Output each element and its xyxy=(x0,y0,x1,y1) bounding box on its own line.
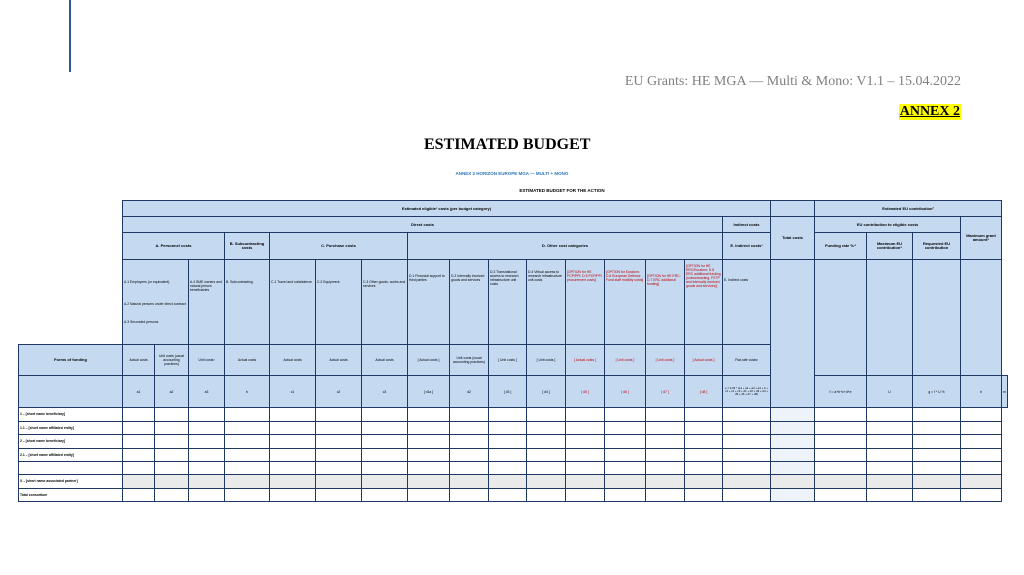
table-cell[interactable] xyxy=(566,462,605,475)
table-cell[interactable] xyxy=(270,421,316,435)
table-cell[interactable] xyxy=(723,421,771,435)
funding-actual-d1: [ Actual costs ] xyxy=(408,345,450,376)
table-cell[interactable] xyxy=(646,462,685,475)
table-cell[interactable] xyxy=(489,448,527,462)
document-reference: EU Grants: HE MGA — Multi & Mono: V1.1 – 15.04.2022 xyxy=(624,74,961,89)
funding-unit-usual-d2: Unit costs (usual accounting practices) xyxy=(450,345,489,376)
maximum-grant-amount-header: Maximum grant amount⁵ xyxy=(961,217,1002,260)
table-cell[interactable] xyxy=(450,435,489,449)
table-cell[interactable] xyxy=(316,435,362,449)
funding-unit-d4: [ Unit costs ] xyxy=(527,345,566,376)
table-cell[interactable] xyxy=(961,475,1002,489)
table-cell[interactable] xyxy=(189,475,225,489)
table-cell[interactable] xyxy=(646,488,685,502)
table-cell[interactable] xyxy=(225,435,270,449)
table-cell[interactable] xyxy=(815,462,867,475)
table-cell[interactable] xyxy=(527,448,566,462)
table-cell[interactable] xyxy=(270,488,316,502)
table-cell[interactable] xyxy=(771,462,815,475)
table-cell[interactable] xyxy=(685,462,723,475)
table-cell[interactable] xyxy=(316,488,362,502)
table-cell[interactable] xyxy=(527,435,566,449)
table-cell[interactable] xyxy=(566,488,605,502)
table-cell[interactable] xyxy=(685,421,723,435)
table-cell[interactable] xyxy=(316,448,362,462)
table-cell[interactable] xyxy=(408,462,450,475)
total-costs-header: Total costs xyxy=(771,217,815,260)
virtual-access-label: D.4 Virtual access to research infrastructure unit costs xyxy=(527,260,566,345)
funding-unit-d7: [ Unit costs ] xyxy=(646,345,685,376)
table-cell[interactable] xyxy=(408,448,450,462)
table-cell[interactable] xyxy=(155,448,189,462)
table-cell[interactable] xyxy=(646,475,685,489)
table-cell[interactable] xyxy=(685,408,723,422)
indirect-costs-header: Indirect costs xyxy=(723,217,771,233)
table-cell[interactable] xyxy=(685,448,723,462)
table-cell[interactable] xyxy=(771,421,815,435)
table-cell[interactable] xyxy=(155,435,189,449)
table-cell[interactable] xyxy=(961,421,1002,435)
table-cell[interactable] xyxy=(685,475,723,489)
table-cell[interactable] xyxy=(489,475,527,489)
table-cell[interactable] xyxy=(913,475,961,489)
table-cell[interactable] xyxy=(123,488,155,502)
purchase-costs-header: C. Purchase costs xyxy=(270,233,408,260)
table-cell[interactable] xyxy=(316,408,362,422)
table-cell[interactable] xyxy=(189,462,225,475)
table-cell[interactable] xyxy=(771,488,815,502)
table-cell[interactable] xyxy=(527,421,566,435)
table-cell[interactable] xyxy=(913,488,961,502)
table-cell[interactable] xyxy=(408,421,450,435)
table-cell[interactable] xyxy=(815,488,867,502)
personnel-costs-header: A. Personnel costs xyxy=(123,233,225,260)
code-u: U xyxy=(867,376,913,408)
funding-actual-d8: [ Actual costs ] xyxy=(685,345,723,376)
table-row xyxy=(19,475,1008,489)
edf-mobility-label: [OPTION for Euratom: D.6 European Defence Fund staff mobility costs] xyxy=(605,260,646,345)
table-cell[interactable] xyxy=(155,462,189,475)
funding-unit-usual: Unit costs (usual accounting practices) xyxy=(155,345,189,376)
accent-bar xyxy=(69,0,71,72)
code-d2: d2 xyxy=(450,376,489,408)
table-cell[interactable] xyxy=(961,408,1002,422)
row-label: 1.1 – [short name affiliated entity] xyxy=(19,421,123,435)
table-cell[interactable] xyxy=(605,448,646,462)
page-title: ESTIMATED BUDGET xyxy=(424,136,591,153)
table-cell[interactable] xyxy=(123,475,155,489)
funding-actual-c3: Actual costs xyxy=(362,345,408,376)
table-cell[interactable] xyxy=(225,421,270,435)
requested-eu-contribution-header: Requested EU contribution xyxy=(913,233,961,260)
funding-flat-rate: Flat-rate costs³ xyxy=(723,345,771,376)
table-cell[interactable] xyxy=(646,421,685,435)
code-e: e = 0,25 * (a1 + a2 + a3 + a4 + b + c1 + c2 + c3 + d1 + d2 + d3 + d4 + d5 + d6 + d7 + d8) xyxy=(723,376,771,408)
code-m: m xyxy=(1002,376,1008,408)
travel-label: C.1 Travel and subsistence xyxy=(270,260,316,345)
table-cell[interactable] xyxy=(723,435,771,449)
table-cell[interactable] xyxy=(867,408,913,422)
table-cell[interactable] xyxy=(225,448,270,462)
table-cell[interactable] xyxy=(566,408,605,422)
table-cell[interactable] xyxy=(913,408,961,422)
table-cell[interactable] xyxy=(646,448,685,462)
table-cell[interactable] xyxy=(270,408,316,422)
row-label: 2 – [short name beneficiary] xyxy=(19,435,123,449)
table-cell[interactable] xyxy=(489,488,527,502)
code-d3: [ d3 ] xyxy=(489,376,527,408)
table-cell[interactable] xyxy=(815,448,867,462)
table-cell[interactable] xyxy=(527,488,566,502)
table-cell[interactable] xyxy=(771,435,815,449)
table-cell[interactable] xyxy=(123,462,155,475)
table-title: ESTIMATED BUDGET FOR THE ACTION xyxy=(519,188,605,193)
personnel-subcategories xyxy=(123,260,189,345)
table-cell[interactable] xyxy=(123,448,155,462)
table-cell[interactable] xyxy=(155,488,189,502)
row-label: 2.1 – [short name affiliated entity] xyxy=(19,448,123,462)
table-cell[interactable] xyxy=(961,462,1002,475)
table-row xyxy=(19,435,1008,449)
financial-support-label: D.1 Financial support to third parties xyxy=(408,260,450,345)
table-cell[interactable] xyxy=(270,462,316,475)
table-cell[interactable] xyxy=(771,448,815,462)
table-cell[interactable] xyxy=(489,408,527,422)
table-cell[interactable] xyxy=(913,448,961,462)
table-cell[interactable] xyxy=(867,475,913,489)
table-cell[interactable] xyxy=(913,462,961,475)
code-c1: c1 xyxy=(270,376,316,408)
table-cell[interactable] xyxy=(155,421,189,435)
table-cell[interactable] xyxy=(225,462,270,475)
table-cell[interactable] xyxy=(771,408,815,422)
table-cell[interactable] xyxy=(270,448,316,462)
code-a2: a2 xyxy=(155,376,189,408)
table-cell[interactable] xyxy=(961,448,1002,462)
erc-additional-label: [OPTION for HE ERC: D.7 ERC additional funding] xyxy=(646,260,685,345)
code-c3: c3 xyxy=(362,376,408,408)
table-cell[interactable] xyxy=(408,475,450,489)
table-cell[interactable] xyxy=(605,488,646,502)
row-label xyxy=(19,462,123,475)
table-cell[interactable] xyxy=(123,435,155,449)
table-cell[interactable] xyxy=(815,435,867,449)
annex-label: ANNEX 2 xyxy=(899,104,960,119)
table-cell[interactable] xyxy=(362,435,408,449)
eu-contribution-eligible-header: EU contribution to eligible costs xyxy=(815,217,961,233)
table-cell[interactable] xyxy=(362,408,408,422)
seconded-persons-label: A.3 Seconded persons xyxy=(124,320,159,324)
table-cell[interactable] xyxy=(771,475,815,489)
funding-actual-b: Actual costs xyxy=(225,345,270,376)
table-row xyxy=(19,408,1008,422)
table-cell[interactable] xyxy=(225,488,270,502)
table-cell[interactable] xyxy=(362,462,408,475)
row-label: X – [short name associated partner] xyxy=(19,475,123,489)
other-cost-categories-header: D. Other cost categories xyxy=(408,233,723,260)
table-cell[interactable] xyxy=(270,435,316,449)
estimated-eu-contribution-header: Estimated EU contribution² xyxy=(815,201,1002,217)
table-cell[interactable] xyxy=(362,421,408,435)
table-cell[interactable] xyxy=(450,475,489,489)
equipment-label: C.2 Equipment xyxy=(316,260,362,345)
table-cell[interactable] xyxy=(723,475,771,489)
table-cell[interactable] xyxy=(189,448,225,462)
funding-actual-d5: [ Actual costs ] xyxy=(566,345,605,376)
table-cell[interactable] xyxy=(867,421,913,435)
subcontracting-costs-header: B. Subcontracting costs xyxy=(225,233,270,260)
table-cell[interactable] xyxy=(867,488,913,502)
table-cell[interactable] xyxy=(489,435,527,449)
table-cell[interactable] xyxy=(408,488,450,502)
table-cell[interactable] xyxy=(723,408,771,422)
other-goods-label: C.3 Other goods, works and services xyxy=(362,260,408,345)
table-row xyxy=(19,448,1008,462)
funding-unit-d3: [ Unit costs ] xyxy=(489,345,527,376)
employees-label: A.1 Employees (or equivalent) xyxy=(124,280,170,284)
code-d8: [ d8 ] xyxy=(685,376,723,408)
table-cell[interactable] xyxy=(566,435,605,449)
row-label: Total consortium xyxy=(19,488,123,502)
forms-of-funding-label: Forms of funding xyxy=(19,345,123,376)
table-cell[interactable] xyxy=(489,421,527,435)
table-cell[interactable] xyxy=(189,421,225,435)
table-cell[interactable] xyxy=(913,435,961,449)
table-cell[interactable] xyxy=(566,448,605,462)
table-cell[interactable] xyxy=(316,421,362,435)
pcp-ppi-label: [OPTION for HE PCP/PPI: D.5 PCP/PPI procurement costs] xyxy=(566,260,605,345)
table-cell[interactable] xyxy=(527,462,566,475)
table-cell[interactable] xyxy=(189,488,225,502)
table-cell[interactable] xyxy=(450,408,489,422)
table-cell[interactable] xyxy=(408,435,450,449)
table-cell[interactable] xyxy=(316,475,362,489)
internally-invoiced-label: D.2 Internally invoiced goods and services xyxy=(450,260,489,345)
code-g: g = f * U % xyxy=(913,376,961,408)
maximum-eu-contribution-header: Maximum EU contribution⁵ xyxy=(867,233,913,260)
table-cell[interactable] xyxy=(527,408,566,422)
code-b: b xyxy=(225,376,270,408)
code-d6: [ d6 ] xyxy=(605,376,646,408)
table-cell[interactable] xyxy=(362,488,408,502)
indirect-costs-e-header: E. Indirect costs³ xyxy=(723,233,771,260)
code-d1: [ d1a ] xyxy=(408,376,450,408)
budget-table xyxy=(18,200,1008,502)
annex-subtitle: ANNEX 2 HORIZON EUROPE MGA — MULTI + MONO xyxy=(455,171,569,176)
table-cell[interactable] xyxy=(605,435,646,449)
table-cell[interactable] xyxy=(189,408,225,422)
table-cell[interactable] xyxy=(646,435,685,449)
natural-persons-label: A.2 Natural persons under direct contract xyxy=(124,302,186,306)
direct-costs-header: Direct costs xyxy=(123,217,723,233)
table-cell[interactable] xyxy=(155,475,189,489)
table-cell[interactable] xyxy=(566,421,605,435)
row-label: 1 – [short name beneficiary] xyxy=(19,408,123,422)
code-d5: [ d5 ] xyxy=(566,376,605,408)
funding-rate-header: Funding rate %⁴ xyxy=(815,233,867,260)
table-cell[interactable] xyxy=(225,408,270,422)
table-cell[interactable] xyxy=(815,475,867,489)
table-cell[interactable] xyxy=(605,462,646,475)
table-row xyxy=(19,488,1008,502)
table-cell[interactable] xyxy=(867,448,913,462)
table-cell[interactable] xyxy=(961,488,1002,502)
table-cell[interactable] xyxy=(913,421,961,435)
table-cell[interactable] xyxy=(408,408,450,422)
funding-actual-c2: Actual costs xyxy=(316,345,362,376)
subcontracting-label: B. Subcontracting xyxy=(225,260,270,345)
sme-owners-label: A.4 SME owners and natural person beneficiaries xyxy=(189,260,225,345)
table-cell[interactable] xyxy=(225,475,270,489)
table-cell[interactable] xyxy=(867,462,913,475)
table-cell[interactable] xyxy=(362,475,408,489)
table-cell[interactable] xyxy=(867,435,913,449)
table-cell[interactable] xyxy=(362,448,408,462)
code-a1: a1 xyxy=(123,376,155,408)
table-cell[interactable] xyxy=(450,488,489,502)
table-cell[interactable] xyxy=(605,421,646,435)
table-row xyxy=(19,421,1008,435)
funding-actual-c1: Actual costs xyxy=(270,345,316,376)
table-cell[interactable] xyxy=(123,421,155,435)
table-cell[interactable] xyxy=(685,488,723,502)
table-cell[interactable] xyxy=(723,448,771,462)
table-cell[interactable] xyxy=(566,475,605,489)
funding-unit-d6: [ Unit costs ] xyxy=(605,345,646,376)
transnational-access-label: D.3 Transnational access to research infrastructure unit costs xyxy=(489,260,527,345)
estimated-eligible-costs-header: Estimated eligible¹ costs (per budget category) xyxy=(123,201,771,217)
table-cell[interactable] xyxy=(189,435,225,449)
table-cell[interactable] xyxy=(605,408,646,422)
funding-actual-a1: Actual costs xyxy=(123,345,155,376)
table-cell[interactable] xyxy=(815,421,867,435)
erc-additional-sub-label: [OPTION for HE ERC/Euratom: D.8 ERC additional funding (subcontracting, FSTP and internally invoiced goods and services)] xyxy=(685,260,723,345)
table-cell[interactable] xyxy=(270,475,316,489)
table-cell[interactable] xyxy=(646,408,685,422)
table-cell[interactable] xyxy=(450,421,489,435)
table-cell[interactable] xyxy=(489,462,527,475)
table-cell[interactable] xyxy=(961,435,1002,449)
table-cell[interactable] xyxy=(450,462,489,475)
table-cell[interactable] xyxy=(605,475,646,489)
code-c2: c2 xyxy=(316,376,362,408)
table-cell[interactable] xyxy=(685,435,723,449)
code-f: f = a+b+c+d+e xyxy=(815,376,867,408)
indirect-costs-label: E. Indirect costs xyxy=(723,260,771,345)
code-a3: a3 xyxy=(189,376,225,408)
table-cell[interactable] xyxy=(155,408,189,422)
table-cell[interactable] xyxy=(450,448,489,462)
code-d4: [ d4 ] xyxy=(527,376,566,408)
table-row xyxy=(19,462,1008,475)
code-d7: [ d7 ] xyxy=(646,376,685,408)
table-cell[interactable] xyxy=(527,475,566,489)
table-cell[interactable] xyxy=(723,462,771,475)
code-h: h xyxy=(961,376,1002,408)
table-cell[interactable] xyxy=(316,462,362,475)
table-cell[interactable] xyxy=(815,408,867,422)
table-cell[interactable] xyxy=(123,408,155,422)
funding-unit-a4: Unit costs³ xyxy=(189,345,225,376)
table-cell[interactable] xyxy=(723,488,771,502)
